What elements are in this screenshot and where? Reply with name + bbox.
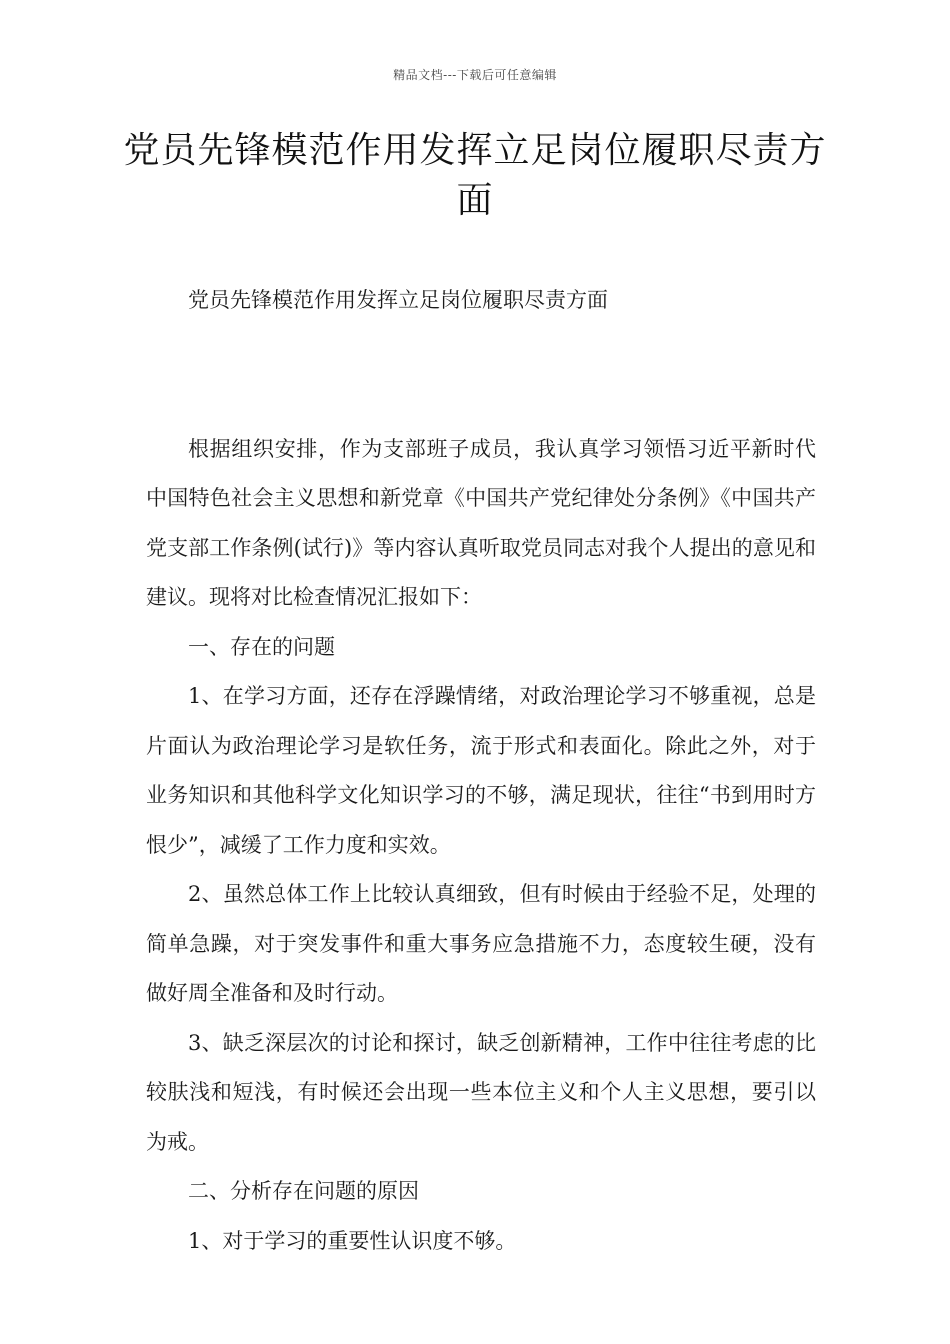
document-title: 党员先锋模范作用发挥立足岗位履职尽责方面 <box>123 130 827 221</box>
paragraph-intro: 根据组织安排，作为支部班子成员，我认真学习领悟习近平新时代中国特色社会主义思想和新党章《中国共产党纪律处分条例》《中国共产党支部工作条例(试行)》等内容认真听取党员同志对我个人提出的意见和建议。现将对比检查情况汇报如下： <box>146 436 816 609</box>
paragraph-problem-1: 1、在学习方面，还存在浮躁情绪，对政治理论学习不够重视，总是片面认为政治理论学习是软任务，流于形式和表面化。除此之外，对于业务知识和其他科学文化知识学习的不够，满足现状，往往“书到用时方恨少”，减缓了工作力度和实效。 <box>146 684 816 857</box>
paragraph-problem-3: 3、缺乏深层次的讨论和探讨，缺乏创新精神，工作中往往考虑的比较肤浅和短浅，有时候还会出现一些本位主义和个人主义思想，要引以为戒。 <box>146 1030 816 1154</box>
paragraph-problem-2: 2、虽然总体工作上比较认真细致，但有时候由于经验不足，处理的简单急躁，对于突发事件和重大事务应急措施不力，态度较生硬，没有做好周全准备和及时行动。 <box>146 882 816 1005</box>
section-heading-problems: 一、存在的问题 <box>188 634 335 659</box>
blank-line <box>146 375 816 425</box>
paragraph-cause-1: 1、对于学习的重要性认识度不够。 <box>188 1228 517 1253</box>
section-heading-causes: 二、分析存在问题的原因 <box>188 1179 419 1203</box>
document-subtitle: 党员先锋模范作用发挥立足岗位履职尽责方面 <box>188 288 608 312</box>
document-body <box>146 276 816 1266</box>
page-header: 精品文档---下载后可任意编辑 <box>393 68 557 82</box>
